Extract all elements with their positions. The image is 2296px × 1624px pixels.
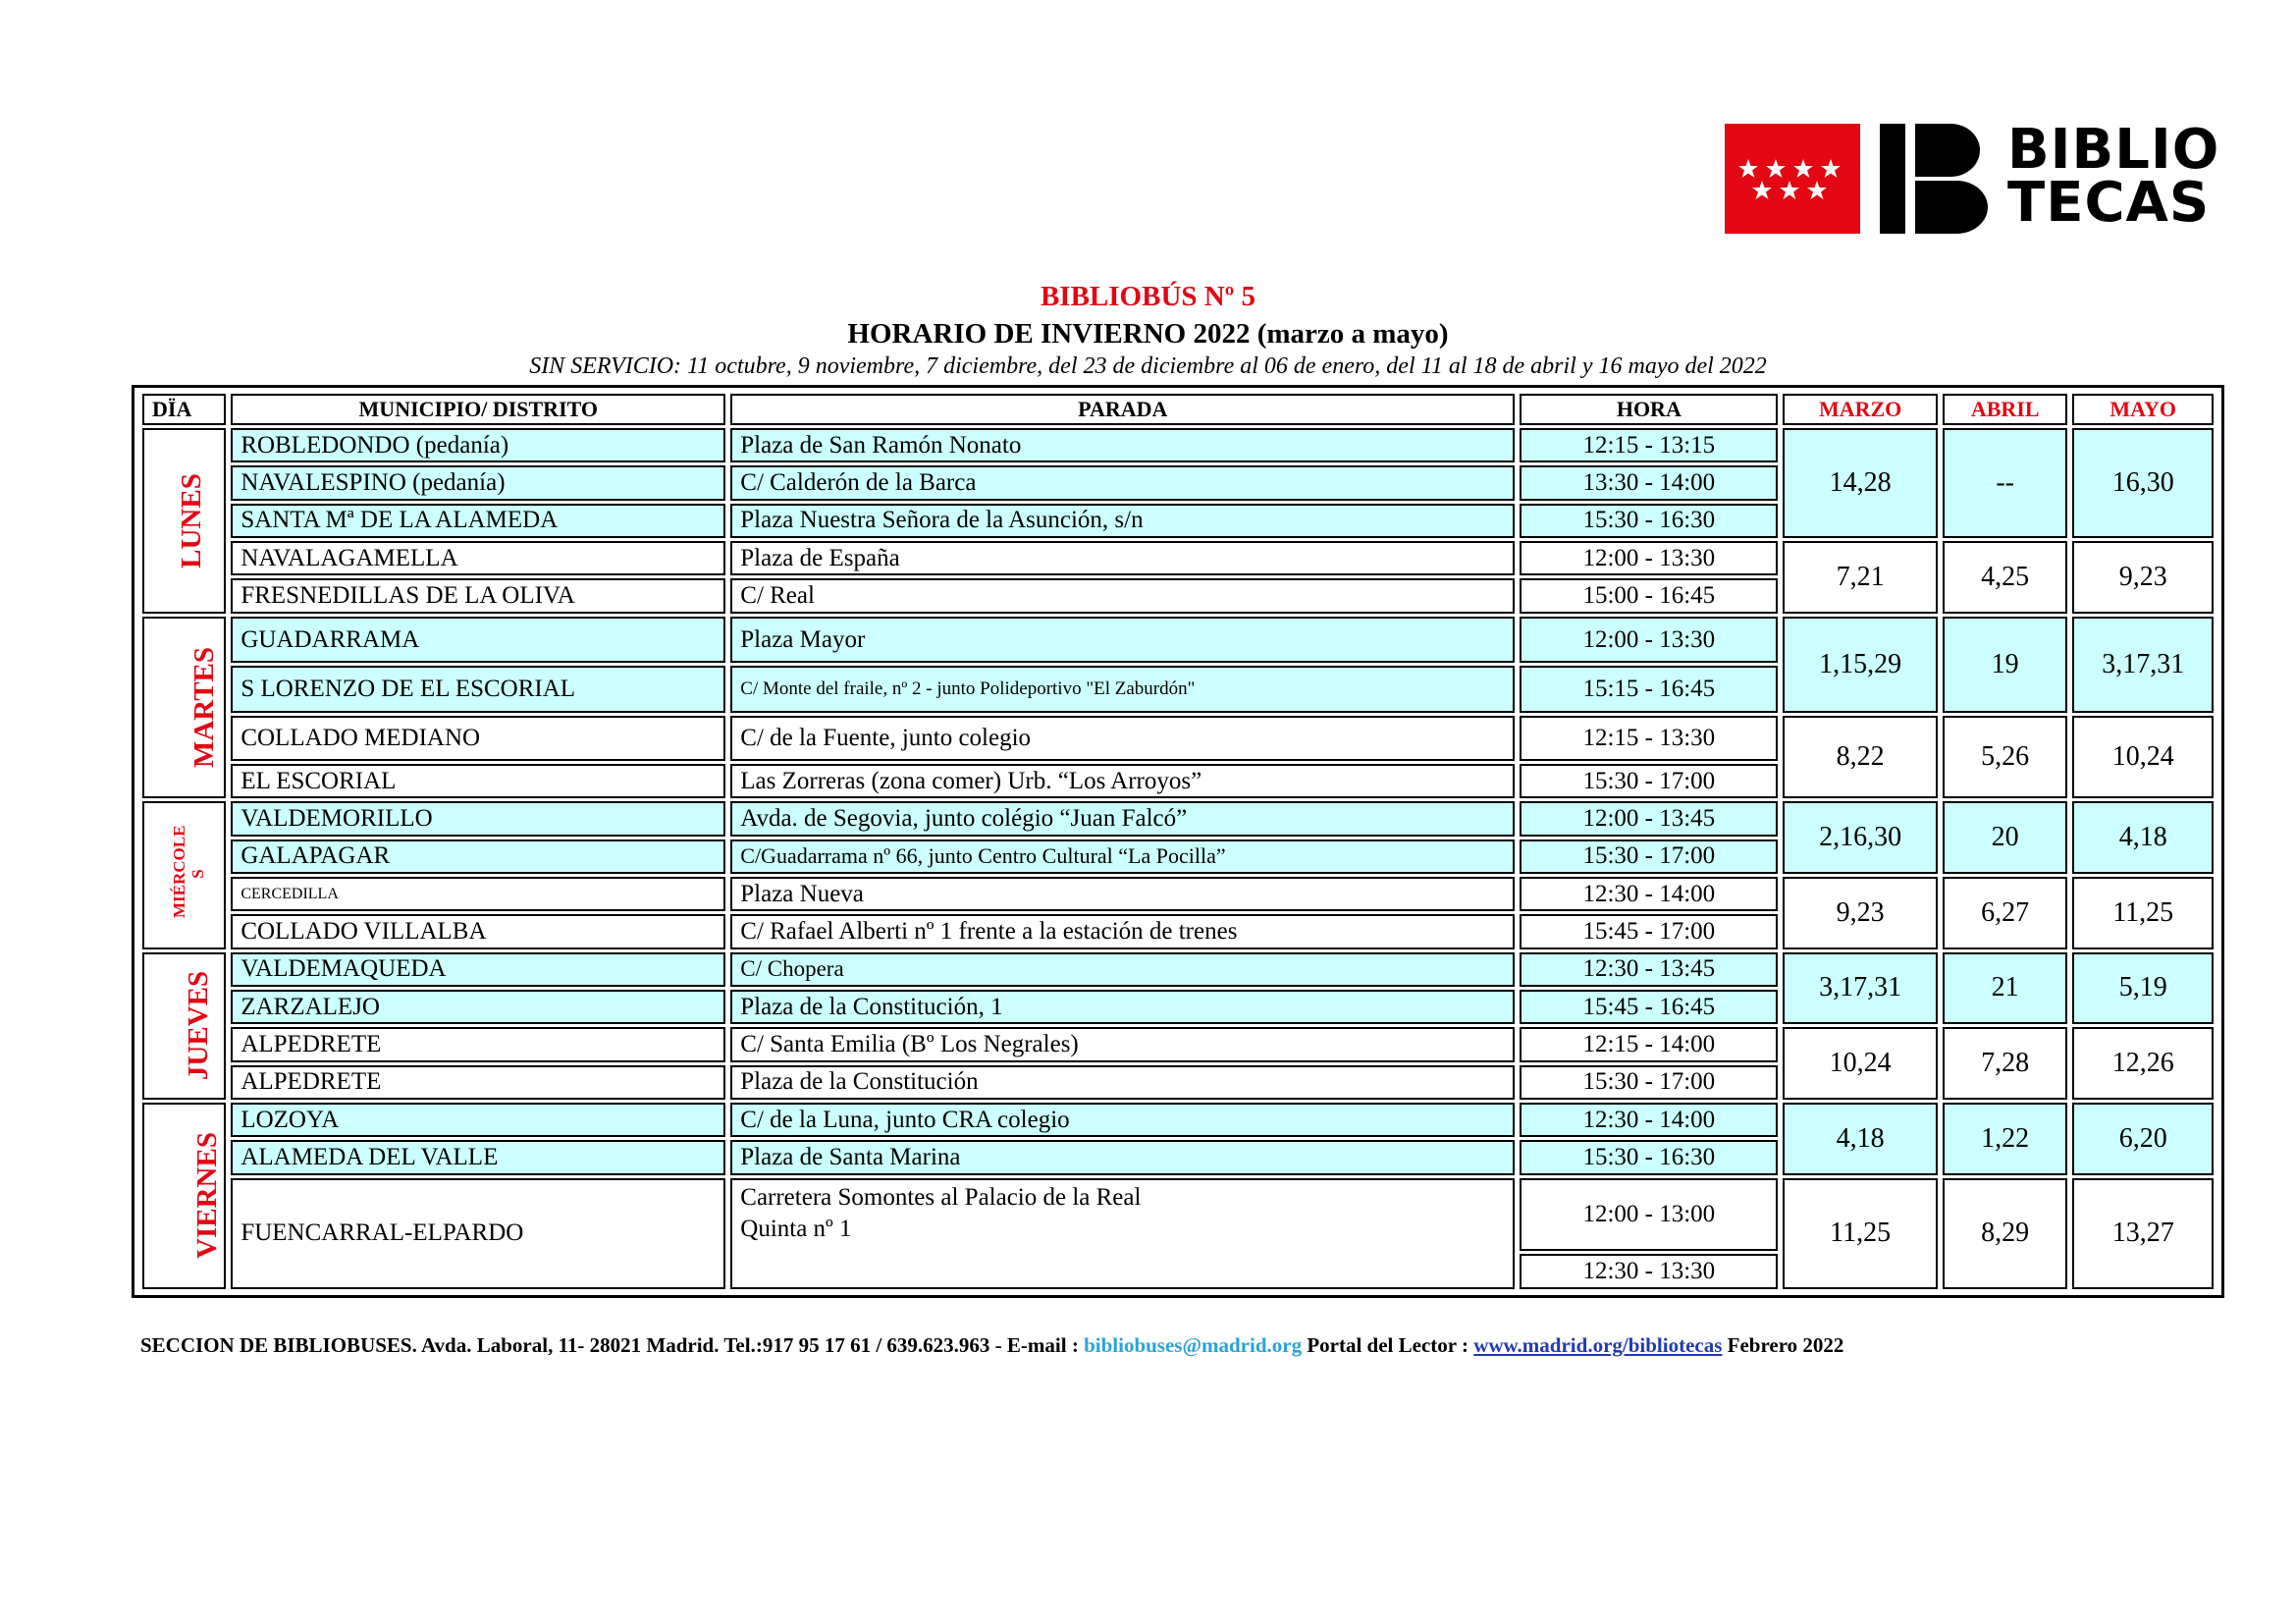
parada-cell: Plaza Nuestra Señora de la Asunción, s/n <box>730 504 1515 538</box>
footer-portal-link[interactable]: www.madrid.org/bibliotecas <box>1473 1333 1723 1357</box>
day-martes: MARTES <box>142 617 226 799</box>
logo-line-1: BIBLIO <box>2007 118 2220 182</box>
no-service-note: SIN SERVICIO: 11 octubre, 9 noviembre, 7 diciembre, del 23 de diciembre al 06 de enero, del 11 al 18 de abril y 16 mayo del 2022 <box>529 353 1767 379</box>
table-row <box>142 617 2214 664</box>
hora-cell: 15:30 - 16:30 <box>1520 504 1778 538</box>
hora-cell: 15:00 - 16:45 <box>1520 578 1778 613</box>
municipio-cell: ALPEDRETE <box>231 1065 725 1100</box>
parada-cell: Plaza Nueva <box>730 877 1515 911</box>
parada-cell: C/ Santa Emilia (Bº Los Negrales) <box>730 1027 1515 1061</box>
abril-cell: 1,22 <box>1943 1103 2067 1175</box>
abril-cell: -- <box>1943 428 2067 538</box>
parada-cell: C/ de la Luna, junto CRA colegio <box>730 1103 1515 1137</box>
parada-cell: Plaza Mayor <box>730 617 1515 664</box>
footer-address: SECCION DE BIBLIOBUSES. Avda. Laboral, 11- 28021 Madrid. Tel.:917 95 17 61 / 639.623.963 - E-mail : <box>140 1333 1085 1357</box>
parada-cell <box>730 1178 1515 1289</box>
municipio-cell: S LORENZO DE EL ESCORIAL <box>231 666 725 713</box>
marzo-cell: 9,23 <box>1783 877 1938 949</box>
municipio-cell: NAVALESPINO (pedanía) <box>231 465 725 500</box>
parada-cell: C/ Rafael Alberti nº 1 frente a la estación de trenes <box>730 914 1515 948</box>
mayo-cell: 5,19 <box>2072 952 2214 1025</box>
municipio-cell: GALAPAGAR <box>231 839 725 874</box>
municipio-cell: SANTA Mª DE LA ALAMEDA <box>231 504 725 538</box>
hora-cell: 12:00 - 13:30 <box>1520 541 1778 575</box>
schedule-table-frame <box>132 385 2224 1298</box>
hora-cell: 12:30 - 14:00 <box>1520 1103 1778 1137</box>
municipio-cell: VALDEMORILLO <box>231 801 725 836</box>
mayo-cell: 3,17,31 <box>2072 617 2214 714</box>
abril-cell: 7,28 <box>1943 1027 2067 1100</box>
day-jueves: JUEVES <box>142 952 226 1100</box>
abril-cell: 8,29 <box>1943 1178 2067 1289</box>
parada-cell: Avda. de Segovia, junto colégio “Juan Falcó” <box>730 801 1515 836</box>
logo <box>1725 118 2270 235</box>
hora-cell: 15:30 - 17:00 <box>1520 839 1778 874</box>
parada-cell: C/ Real <box>730 578 1515 613</box>
hora-cell: 12:30 - 14:00 <box>1520 877 1778 911</box>
mayo-cell: 6,20 <box>2072 1103 2214 1175</box>
parada-cell: Plaza de la Constitución <box>730 1065 1515 1100</box>
table-row <box>142 952 2214 987</box>
schedule-table <box>137 391 2218 1292</box>
footer-email-link[interactable]: bibliobuses@madrid.org <box>1084 1333 1303 1357</box>
abril-cell: 4,25 <box>1943 541 2067 614</box>
hora-cell: 15:30 - 17:00 <box>1520 764 1778 798</box>
marzo-cell: 14,28 <box>1783 428 1938 538</box>
parada-cell: Plaza de Santa Marina <box>730 1140 1515 1174</box>
table-row <box>142 716 2214 761</box>
marzo-cell: 8,22 <box>1783 716 1938 798</box>
parada-cell: C/ de la Fuente, junto colegio <box>730 716 1515 761</box>
marzo-cell: 4,18 <box>1783 1103 1938 1175</box>
mayo-cell: 12,26 <box>2072 1027 2214 1100</box>
table-row <box>142 1027 2214 1061</box>
parada-line-2: Quinta nº 1 <box>740 1215 852 1242</box>
table-row <box>142 1178 2214 1252</box>
hora-cell: 12:00 - 13:00 <box>1520 1178 1778 1252</box>
hora-cell: 15:30 - 17:00 <box>1520 1065 1778 1100</box>
parada-cell: C/ Chopera <box>730 952 1515 987</box>
parada-cell: C/ Calderón de la Barca <box>730 465 1515 500</box>
hora-cell: 12:00 - 13:45 <box>1520 801 1778 836</box>
mayo-cell: 10,24 <box>2072 716 2214 798</box>
footer-date: Febrero 2022 <box>1722 1333 1844 1357</box>
parada-cell: Plaza de España <box>730 541 1515 575</box>
hora-cell: 15:45 - 17:00 <box>1520 914 1778 948</box>
parada-cell: Plaza de la Constitución, 1 <box>730 990 1515 1024</box>
abril-cell: 5,26 <box>1943 716 2067 798</box>
hora-cell: 12:15 - 14:00 <box>1520 1027 1778 1061</box>
hora-cell: 12:30 - 13:45 <box>1520 952 1778 987</box>
logo-text <box>2007 118 2270 235</box>
parada-line-1: Carretera Somontes al Palacio de la Real <box>740 1183 1142 1211</box>
header-parada: PARADA <box>730 394 1515 425</box>
municipio-cell: NAVALAGAMELLA <box>231 541 725 575</box>
header-mayo: MAYO <box>2072 394 2214 425</box>
municipio-cell: GUADARRAMA <box>231 617 725 664</box>
parada-cell: Plaza de San Ramón Nonato <box>730 428 1515 462</box>
mayo-cell: 13,27 <box>2072 1178 2214 1289</box>
hora-cell: 12:30 - 13:30 <box>1520 1254 1778 1289</box>
parada-cell: C/ Monte del fraile, nº 2 - junto Polideportivo "El Zaburdón" <box>730 666 1515 713</box>
hora-cell: 12:15 - 13:30 <box>1520 716 1778 761</box>
header-marzo: MARZO <box>1783 394 1938 425</box>
municipio-cell: VALDEMAQUEDA <box>231 952 725 987</box>
mayo-cell: 11,25 <box>2072 877 2214 949</box>
marzo-cell: 7,21 <box>1783 541 1938 614</box>
page-title: BIBLIOBÚS Nº 5 <box>1040 281 1256 312</box>
hora-cell: 15:45 - 16:45 <box>1520 990 1778 1024</box>
abril-cell: 21 <box>1943 952 2067 1025</box>
municipio-cell: CERCEDILLA <box>231 877 725 911</box>
logo-line-2: TECAS <box>2007 171 2211 235</box>
marzo-cell: 2,16,30 <box>1783 801 1938 874</box>
parada-cell: C/Guadarrama nº 66, junto Centro Cultural “La Pocilla” <box>730 839 1515 874</box>
biblio-b-icon <box>1880 124 1996 234</box>
table-row <box>142 541 2214 575</box>
municipio-cell: ALPEDRETE <box>231 1027 725 1061</box>
municipio-cell: FRESNEDILLAS DE LA OLIVA <box>231 578 725 613</box>
municipio-cell: LOZOYA <box>231 1103 725 1137</box>
municipio-cell: ZARZALEJO <box>231 990 725 1024</box>
table-row <box>142 428 2214 462</box>
page-subtitle: HORARIO DE INVIERNO 2022 (marzo a mayo) <box>847 318 1449 350</box>
day-miercoles: MIÉRCOLE S <box>142 801 226 948</box>
municipio-cell: COLLADO VILLALBA <box>231 914 725 948</box>
hora-cell: 13:30 - 14:00 <box>1520 465 1778 500</box>
marzo-cell: 3,17,31 <box>1783 952 1938 1025</box>
footer <box>140 1333 2221 1358</box>
municipio-cell: ROBLEDONDO (pedanía) <box>231 428 725 462</box>
mayo-cell: 4,18 <box>2072 801 2214 874</box>
mayo-cell: 9,23 <box>2072 541 2214 614</box>
abril-cell: 20 <box>1943 801 2067 874</box>
madrid-stars-flag-icon <box>1725 124 1860 234</box>
day-viernes: VIERNES <box>142 1103 226 1289</box>
marzo-cell: 11,25 <box>1783 1178 1938 1289</box>
marzo-cell: 1,15,29 <box>1783 617 1938 714</box>
mayo-cell: 16,30 <box>2072 428 2214 538</box>
marzo-cell: 10,24 <box>1783 1027 1938 1100</box>
table-row <box>142 801 2214 836</box>
municipio-cell: EL ESCORIAL <box>231 764 725 798</box>
hora-cell: 12:15 - 13:15 <box>1520 428 1778 462</box>
header-abril: ABRIL <box>1943 394 2067 425</box>
hora-cell: 12:00 - 13:30 <box>1520 617 1778 664</box>
municipio-cell: FUENCARRAL-ELPARDO <box>231 1178 725 1289</box>
municipio-cell: ALAMEDA DEL VALLE <box>231 1140 725 1174</box>
hora-cell: 15:15 - 16:45 <box>1520 666 1778 713</box>
table-row <box>142 877 2214 911</box>
parada-cell: Las Zorreras (zona comer) Urb. “Los Arroyos” <box>730 764 1515 798</box>
abril-cell: 19 <box>1943 617 2067 714</box>
abril-cell: 6,27 <box>1943 877 2067 949</box>
header-hora: HORA <box>1520 394 1778 425</box>
day-lunes: LUNES <box>142 428 226 614</box>
header-municipio: MUNICIPIO/ DISTRITO <box>231 394 725 425</box>
table-row <box>142 1103 2214 1137</box>
header-dia: DÏA <box>142 394 226 425</box>
hora-cell: 15:30 - 16:30 <box>1520 1140 1778 1174</box>
table-header-row <box>142 394 2214 425</box>
municipio-cell: COLLADO MEDIANO <box>231 716 725 761</box>
footer-portal-label: Portal del Lector : <box>1302 1333 1474 1357</box>
